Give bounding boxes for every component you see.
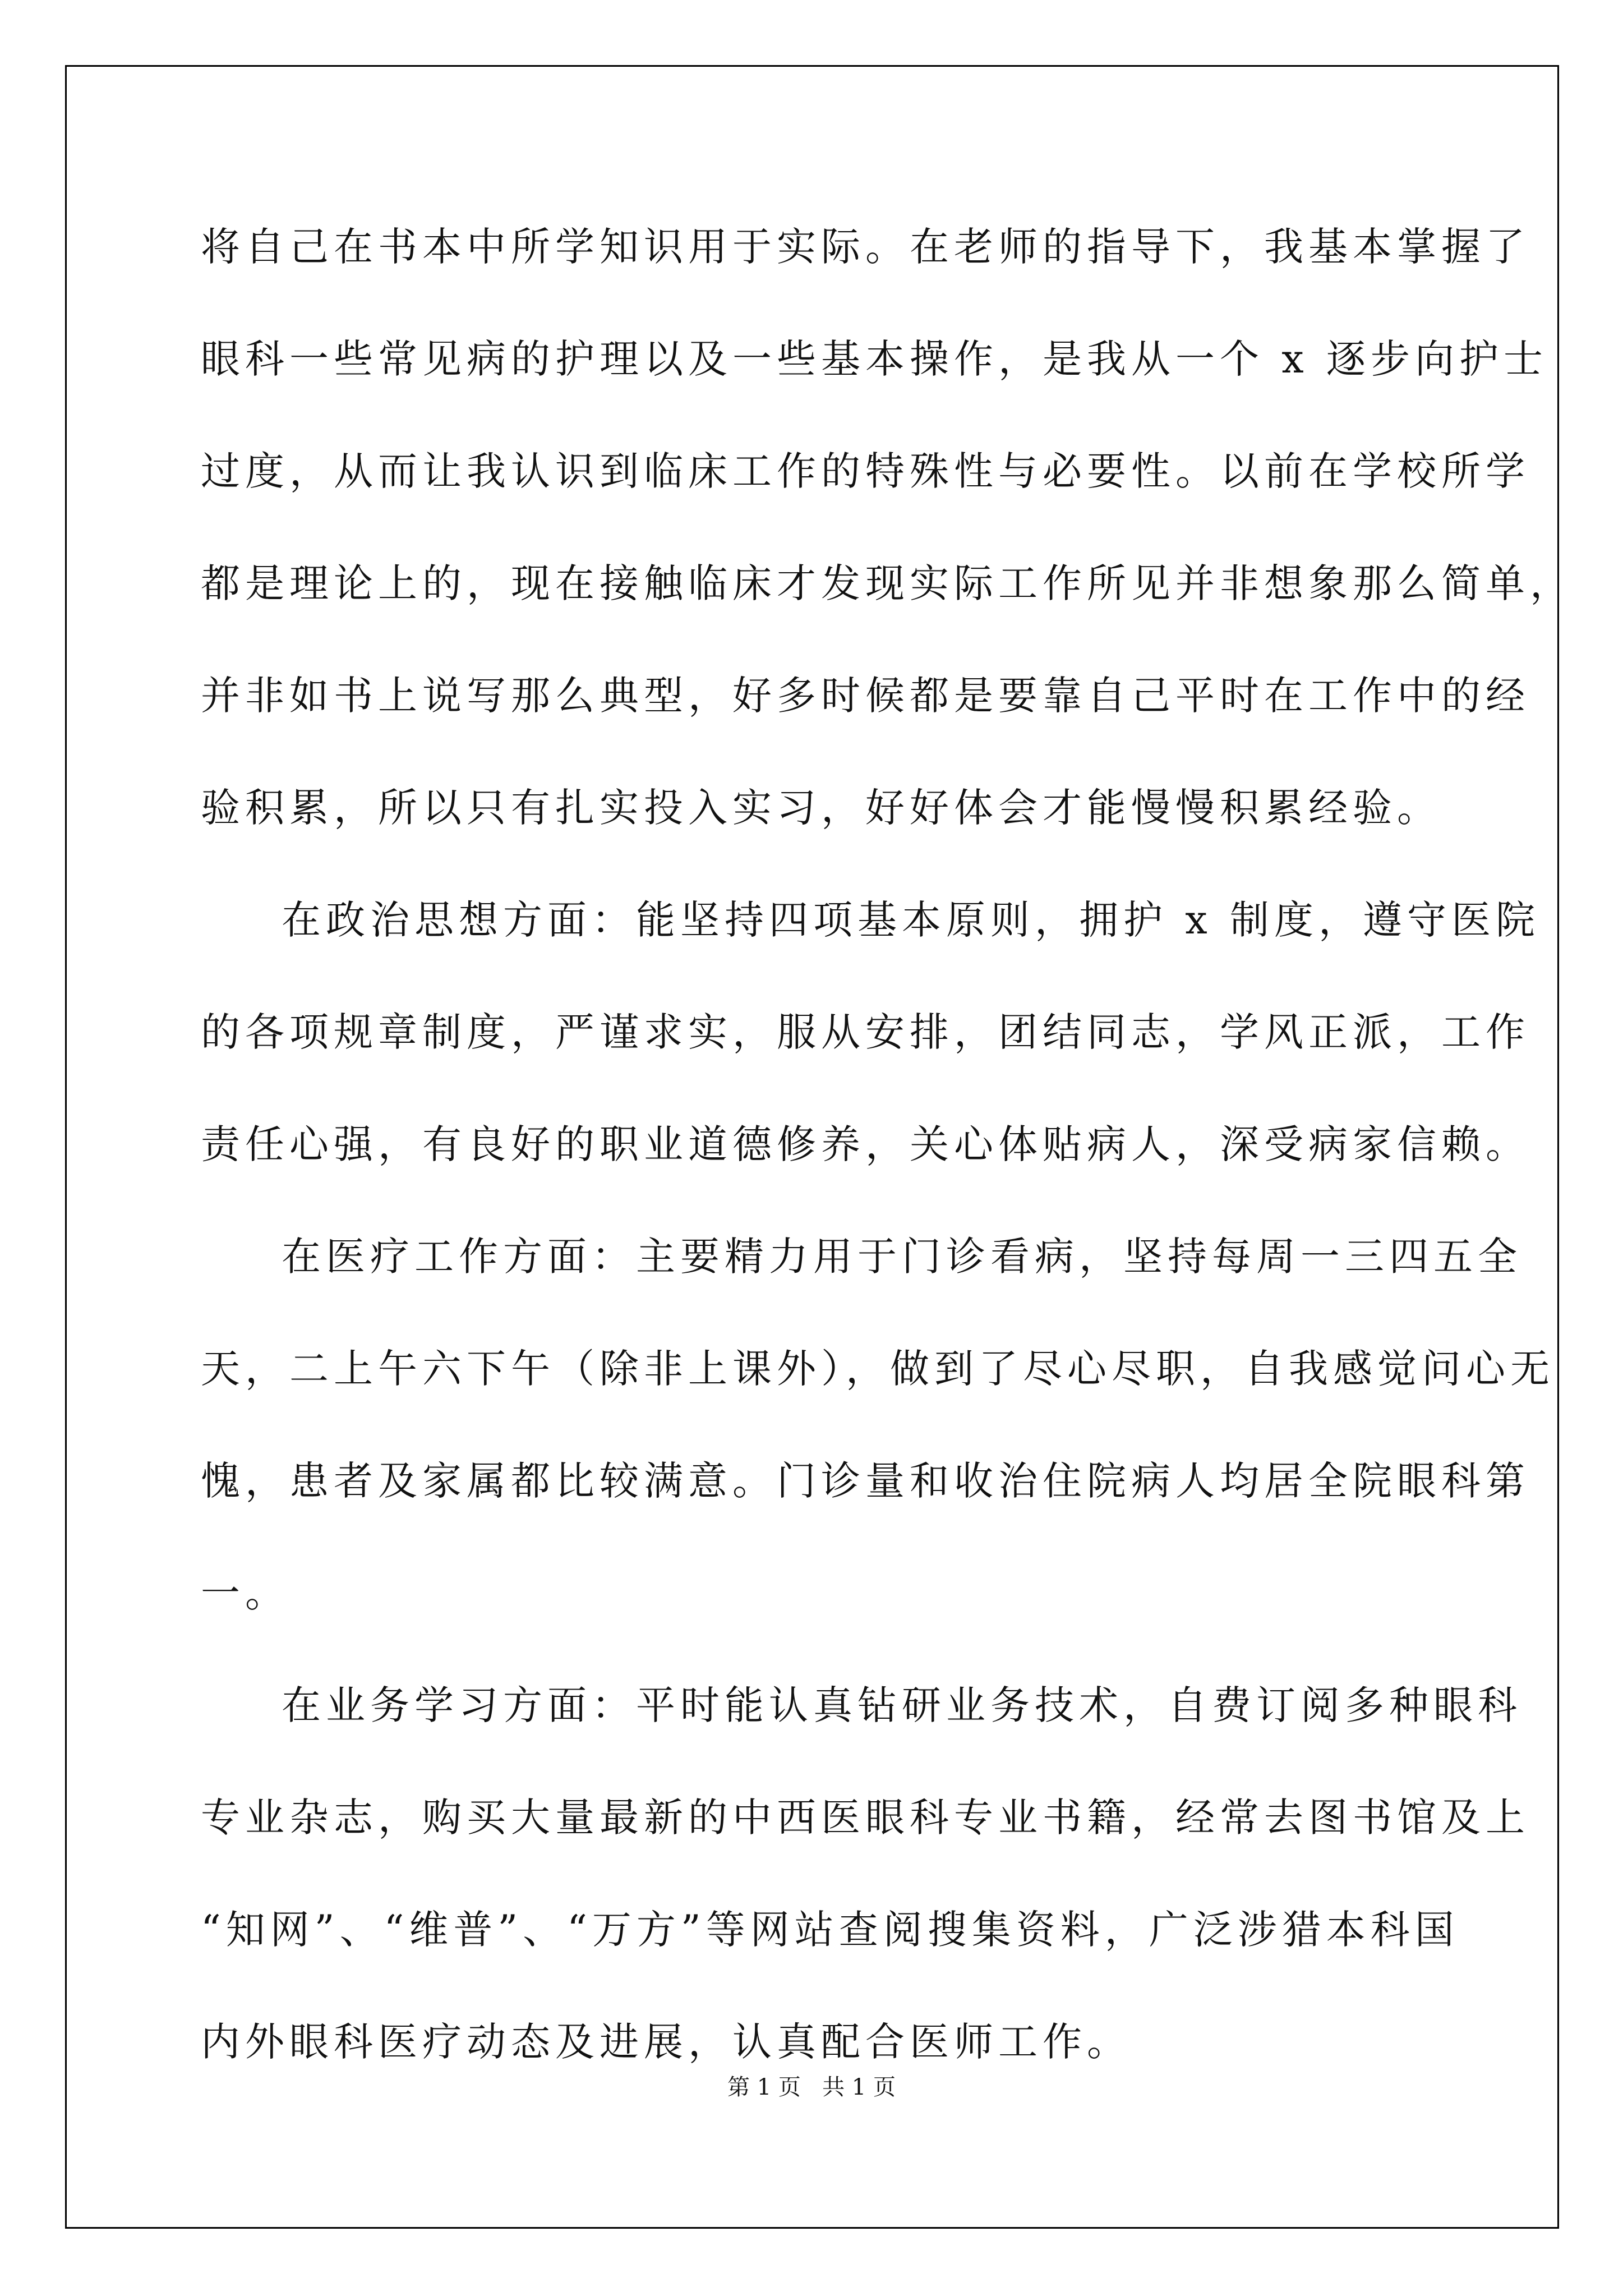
paragraph-3-line-2: 天，二上午六下午（除非上课外），做到了尽心尽职，自我感觉问心无 [201, 1346, 1555, 1392]
paragraph-4-line-2: 专业杂志，购买大量最新的中西医眼科专业书籍，经常去图书馆及上 [201, 1795, 1530, 1841]
paragraph-1-line-1: 将自己在书本中所学知识用于实际。在老师的指导下，我基本掌握了 [201, 224, 1530, 270]
paragraph-1-line-4: 都是理论上的，现在接触临床才发现实际工作所见并非想象那么简单， [201, 560, 1574, 606]
paragraph-4-line-1: 在业务学习方面：平时能认真钻研业务技术，自费订阅多种眼科 [282, 1682, 1522, 1728]
paragraph-2-line-2: 的各项规章制度，严谨求实，服从安排，团结同志，学风正派，工作 [201, 1009, 1530, 1055]
paragraph-3-line-3: 愧，患者及家属都比较满意。门诊量和收治住院病人均居全院眼科第 [201, 1458, 1530, 1504]
paragraph-1-line-3: 过度，从而让我认识到临床工作的特殊性与必要性。以前在学校所学 [201, 448, 1530, 494]
page-number-footer: 第 1 页 共 1 页 [727, 2074, 896, 2100]
paragraph-4-line-4: 内外眼科医疗动态及进展，认真配合医师工作。 [201, 2019, 1131, 2065]
paragraph-1-line-5: 并非如书上说写那么典型，好多时候都是要靠自己平时在工作中的经 [201, 673, 1530, 719]
paragraph-1-line-2: 眼科一些常见病的护理以及一些基本操作，是我从一个 x 逐步向护士 [201, 336, 1548, 382]
paragraph-3-line-1: 在医疗工作方面：主要精力用于门诊看病，坚持每周一三四五全 [282, 1234, 1522, 1280]
paragraph-2-line-3: 责任心强，有良好的职业道德修养，关心体贴病人，深受病家信赖。 [201, 1121, 1530, 1167]
paragraph-4-line-3: “知网”、“维普”、“万方”等网站查阅搜集资料，广泛涉猎本科国 [201, 1907, 1459, 1953]
paragraph-2-line-1: 在政治思想方面：能坚持四项基本原则，拥护 x 制度，遵守医院 [282, 897, 1540, 943]
paragraph-3-line-4: 一。 [201, 1570, 289, 1616]
paragraph-1-line-6: 验积累，所以只有扎实投入实习，好好体会才能慢慢积累经验。 [201, 785, 1441, 831]
